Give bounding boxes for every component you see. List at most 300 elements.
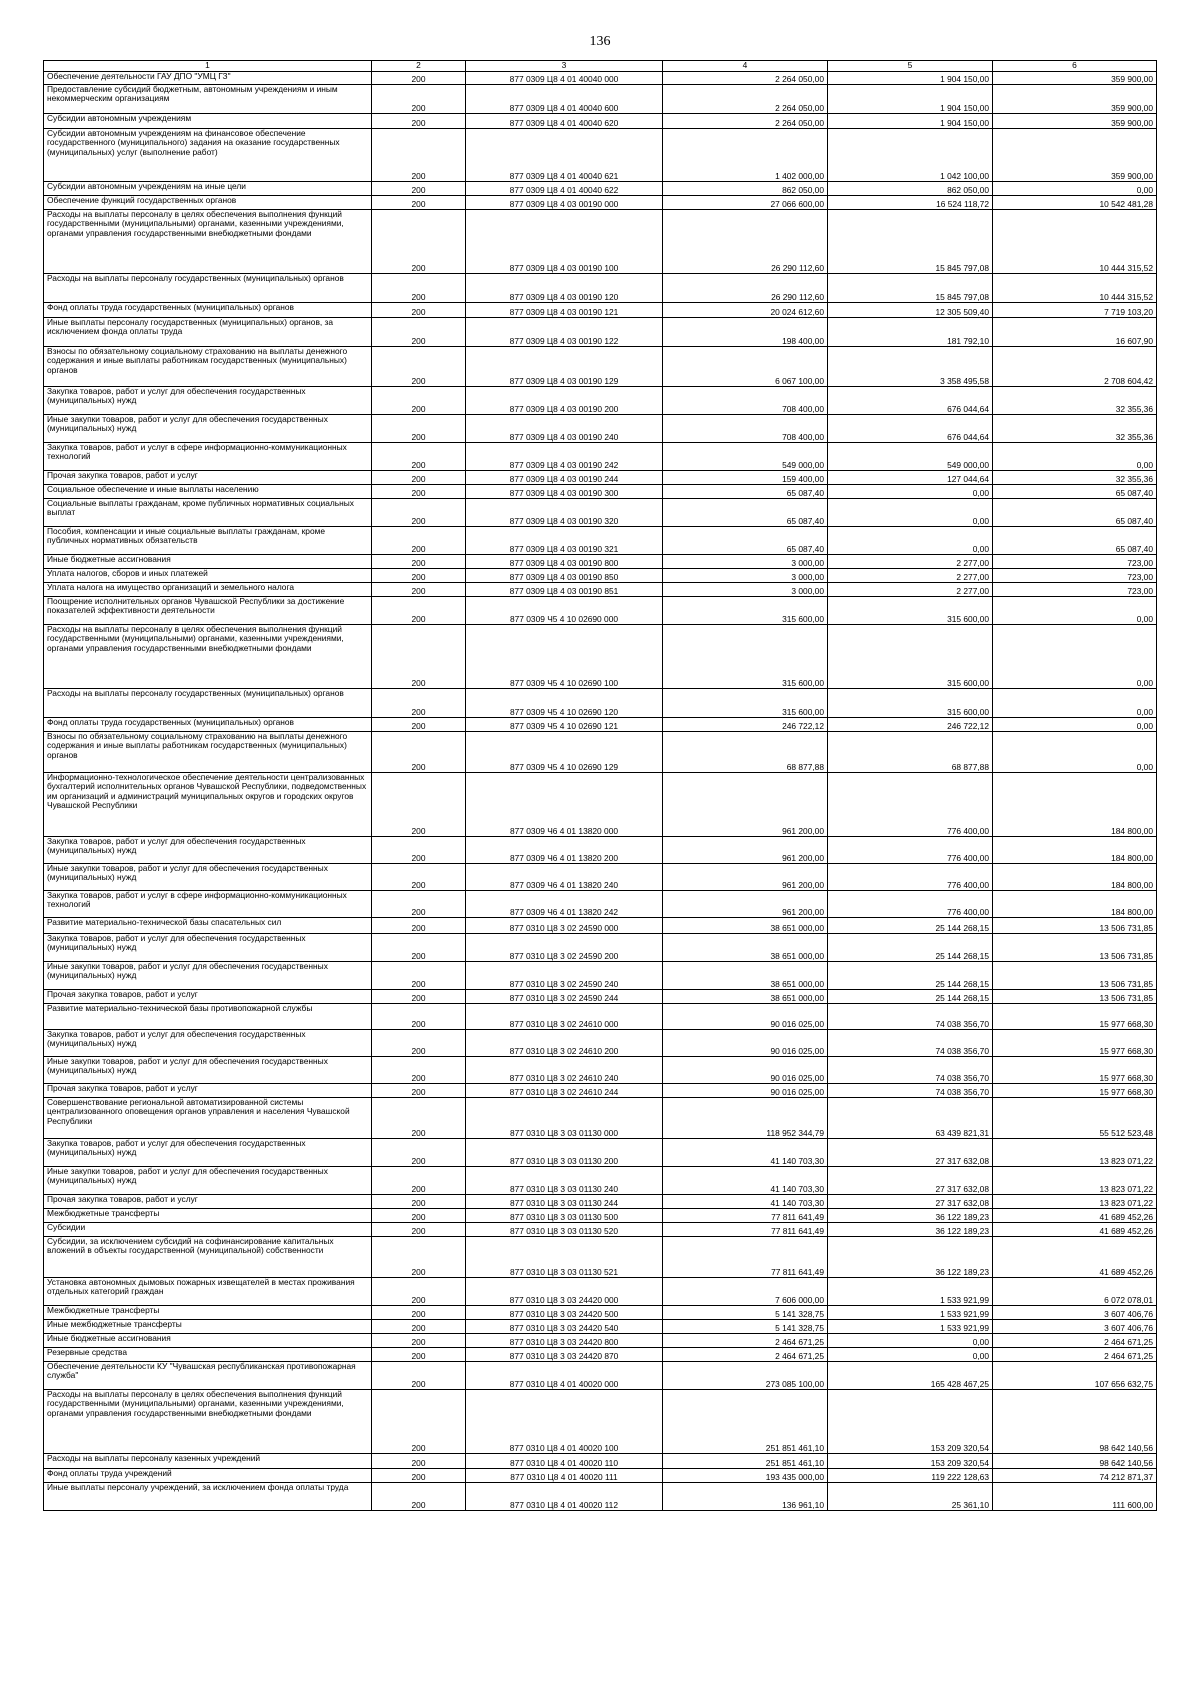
row-value-4: 273 085 100,00 <box>663 1362 828 1390</box>
row-value-6: 359 900,00 <box>993 114 1157 129</box>
row-value-5: 1 904 150,00 <box>828 114 993 129</box>
row-budget-code: 877 0309 Ч6 4 01 13820 240 <box>466 864 663 891</box>
row-admin-code: 200 <box>372 318 466 347</box>
row-name: Расходы на выплаты персоналу в целях обеспечения выполнения функций государственными (муниципальными) органами, казенными учреждениями, органами управления государственными внебюджетными фондами <box>44 210 372 274</box>
row-value-6: 65 087,40 <box>993 527 1157 555</box>
row-value-5: 63 439 821,31 <box>828 1098 993 1139</box>
row-value-5: 776 400,00 <box>828 891 993 918</box>
row-name: Развитие материально-технической базы спасательных сил <box>44 918 372 934</box>
row-value-5: 25 144 268,15 <box>828 990 993 1004</box>
row-value-5: 315 600,00 <box>828 625 993 689</box>
row-budget-code: 877 0309 Ч5 4 10 02690 121 <box>466 718 663 732</box>
row-value-5: 2 277,00 <box>828 583 993 597</box>
table-row <box>44 85 1157 114</box>
table-row <box>44 182 1157 196</box>
row-value-4: 77 811 641,49 <box>663 1237 828 1278</box>
row-admin-code: 200 <box>372 837 466 864</box>
row-name: Закупка товаров, работ и услуг в сфере информационно-коммуникационных технологий <box>44 891 372 918</box>
row-admin-code: 200 <box>372 182 466 196</box>
row-name: Субсидии автономным учреждениям на финансовое обеспечение государственного (муниципального) задания на оказание государственных (муниципальных) услуг (выполнение работ) <box>44 129 372 182</box>
table-row <box>44 1390 1157 1454</box>
table-row <box>44 415 1157 443</box>
row-name: Расходы на выплаты персоналу в целях обеспечения выполнения функций государственными (муниципальными) органами, казенными учреждениями, органами управления государственными внебюджетными фондами <box>44 1390 372 1454</box>
row-value-5: 15 845 797,08 <box>828 210 993 274</box>
row-value-5: 862 050,00 <box>828 182 993 196</box>
table-row <box>44 1237 1157 1278</box>
row-budget-code: 877 0309 Ч5 4 10 02690 000 <box>466 597 663 625</box>
row-admin-code: 200 <box>372 1167 466 1195</box>
table-row <box>44 1469 1157 1483</box>
row-value-5: 776 400,00 <box>828 864 993 891</box>
row-value-6: 65 087,40 <box>993 485 1157 499</box>
row-value-4: 20 024 612,60 <box>663 303 828 318</box>
row-name: Расходы на выплаты персоналу государственных (муниципальных) органов <box>44 689 372 718</box>
row-value-6: 107 656 632,75 <box>993 1362 1157 1390</box>
row-name: Иные закупки товаров, работ и услуг для обеспечения государственных (муниципальных) нужд <box>44 1057 372 1084</box>
row-value-6: 0,00 <box>993 625 1157 689</box>
row-value-4: 27 066 600,00 <box>663 196 828 210</box>
row-value-6: 0,00 <box>993 689 1157 718</box>
row-name: Обеспечение деятельности ГАУ ДПО "УМЦ ГЗ" <box>44 72 372 85</box>
row-value-5: 27 317 632,08 <box>828 1195 993 1209</box>
row-value-5: 0,00 <box>828 1348 993 1362</box>
table-row <box>44 72 1157 85</box>
row-admin-code: 200 <box>372 718 466 732</box>
row-budget-code: 877 0310 Ц8 3 03 01130 240 <box>466 1167 663 1195</box>
row-value-5: 68 877,88 <box>828 732 993 773</box>
row-value-6: 15 977 668,30 <box>993 1030 1157 1057</box>
row-name: Фонд оплаты труда государственных (муниципальных) органов <box>44 718 372 732</box>
row-admin-code: 200 <box>372 689 466 718</box>
row-value-6: 2 464 671,25 <box>993 1348 1157 1362</box>
row-budget-code: 877 0310 Ц8 4 01 40020 000 <box>466 1362 663 1390</box>
table-row <box>44 773 1157 837</box>
row-admin-code: 200 <box>372 1278 466 1306</box>
row-value-4: 3 000,00 <box>663 555 828 569</box>
row-value-4: 90 016 025,00 <box>663 1084 828 1098</box>
table-row <box>44 1195 1157 1209</box>
row-value-5: 0,00 <box>828 499 993 527</box>
row-name: Закупка товаров, работ и услуг для обеспечения государственных (муниципальных) нужд <box>44 837 372 864</box>
row-value-6: 359 900,00 <box>993 129 1157 182</box>
row-value-4: 90 016 025,00 <box>663 1030 828 1057</box>
row-value-5: 549 000,00 <box>828 443 993 471</box>
row-value-6: 15 977 668,30 <box>993 1057 1157 1084</box>
column-header: 6 <box>993 61 1157 72</box>
row-value-4: 2 264 050,00 <box>663 85 828 114</box>
row-value-4: 65 087,40 <box>663 499 828 527</box>
row-budget-code: 877 0310 Ц8 3 02 24610 240 <box>466 1057 663 1084</box>
row-name: Обеспечение деятельности КУ "Чувашская республиканская противопожарная служба" <box>44 1362 372 1390</box>
row-budget-code: 877 0310 Ц8 3 02 24610 000 <box>466 1004 663 1030</box>
row-admin-code: 200 <box>372 1334 466 1348</box>
column-header: 4 <box>663 61 828 72</box>
table-row <box>44 347 1157 387</box>
row-value-4: 38 651 000,00 <box>663 934 828 962</box>
row-value-5: 36 122 189,23 <box>828 1209 993 1223</box>
table-row <box>44 1139 1157 1167</box>
row-name: Взносы по обязательному социальному страхованию на выплаты денежного содержания и иные выплаты работникам государственных (муниципальных) органов <box>44 347 372 387</box>
row-value-6: 41 689 452,26 <box>993 1223 1157 1237</box>
row-value-6: 16 607,90 <box>993 318 1157 347</box>
row-admin-code: 200 <box>372 527 466 555</box>
row-value-6: 32 355,36 <box>993 415 1157 443</box>
row-admin-code: 200 <box>372 569 466 583</box>
row-admin-code: 200 <box>372 773 466 837</box>
row-value-6: 32 355,36 <box>993 471 1157 485</box>
expenditure-table <box>43 60 1157 1511</box>
row-admin-code: 200 <box>372 555 466 569</box>
row-admin-code: 200 <box>372 347 466 387</box>
row-value-4: 2 464 671,25 <box>663 1348 828 1362</box>
row-admin-code: 200 <box>372 1195 466 1209</box>
row-value-5: 153 209 320,54 <box>828 1390 993 1454</box>
row-admin-code: 200 <box>372 443 466 471</box>
row-value-4: 68 877,88 <box>663 732 828 773</box>
row-value-4: 7 606 000,00 <box>663 1278 828 1306</box>
row-admin-code: 200 <box>372 934 466 962</box>
row-value-5: 676 044,64 <box>828 415 993 443</box>
row-value-5: 16 524 118,72 <box>828 196 993 210</box>
row-value-6: 32 355,36 <box>993 387 1157 415</box>
row-value-5: 676 044,64 <box>828 387 993 415</box>
row-name: Иные закупки товаров, работ и услуг для обеспечения государственных (муниципальных) нужд <box>44 962 372 990</box>
table-row <box>44 1030 1157 1057</box>
row-budget-code: 877 0309 Ц8 4 03 00190 121 <box>466 303 663 318</box>
row-name: Расходы на выплаты персоналу казенных учреждений <box>44 1454 372 1469</box>
row-budget-code: 877 0310 Ц8 3 03 24420 800 <box>466 1334 663 1348</box>
row-value-4: 65 087,40 <box>663 527 828 555</box>
column-header: 1 <box>44 61 372 72</box>
row-name: Расходы на выплаты персоналу государственных (муниципальных) органов <box>44 274 372 303</box>
table-row <box>44 114 1157 129</box>
row-budget-code: 877 0310 Ц8 4 01 40020 111 <box>466 1469 663 1483</box>
row-value-4: 862 050,00 <box>663 182 828 196</box>
table-row <box>44 1454 1157 1469</box>
row-budget-code: 877 0309 Ц8 4 03 00190 242 <box>466 443 663 471</box>
row-budget-code: 877 0310 Ц8 4 01 40020 100 <box>466 1390 663 1454</box>
row-value-5: 74 038 356,70 <box>828 1004 993 1030</box>
row-budget-code: 877 0309 Ц8 4 03 00190 800 <box>466 555 663 569</box>
row-name: Уплата налогов, сборов и иных платежей <box>44 569 372 583</box>
row-budget-code: 877 0310 Ц8 3 02 24610 200 <box>466 1030 663 1057</box>
table-row <box>44 1167 1157 1195</box>
row-name: Межбюджетные трансферты <box>44 1209 372 1223</box>
row-admin-code: 200 <box>372 597 466 625</box>
row-value-5: 127 044,64 <box>828 471 993 485</box>
row-value-5: 315 600,00 <box>828 689 993 718</box>
row-name: Субсидии автономным учреждениям <box>44 114 372 129</box>
row-name: Межбюджетные трансферты <box>44 1306 372 1320</box>
row-value-6: 0,00 <box>993 182 1157 196</box>
row-name: Иные выплаты персоналу учреждений, за исключением фонда оплаты труда <box>44 1483 372 1511</box>
row-value-6: 7 719 103,20 <box>993 303 1157 318</box>
row-budget-code: 877 0309 Ц8 4 03 00190 240 <box>466 415 663 443</box>
row-name: Иные закупки товаров, работ и услуг для обеспечения государственных (муниципальных) нужд <box>44 1167 372 1195</box>
row-value-6: 15 977 668,30 <box>993 1004 1157 1030</box>
table-row <box>44 499 1157 527</box>
table-row <box>44 485 1157 499</box>
row-value-5: 27 317 632,08 <box>828 1167 993 1195</box>
row-value-6: 13 506 731,85 <box>993 990 1157 1004</box>
row-value-6: 184 800,00 <box>993 773 1157 837</box>
table-row <box>44 1223 1157 1237</box>
row-value-4: 549 000,00 <box>663 443 828 471</box>
row-admin-code: 200 <box>372 196 466 210</box>
row-budget-code: 877 0310 Ц8 3 02 24610 244 <box>466 1084 663 1098</box>
table-row <box>44 303 1157 318</box>
row-budget-code: 877 0310 Ц8 3 02 24590 240 <box>466 962 663 990</box>
row-name: Закупка товаров, работ и услуг в сфере информационно-коммуникационных технологий <box>44 443 372 471</box>
row-name: Расходы на выплаты персоналу в целях обеспечения выполнения функций государственными (муниципальными) органами, казенными учреждениями, органами управления государственными внебюджетными фондами <box>44 625 372 689</box>
row-admin-code: 200 <box>372 303 466 318</box>
row-admin-code: 200 <box>372 387 466 415</box>
row-budget-code: 877 0310 Ц8 3 03 01130 500 <box>466 1209 663 1223</box>
row-name: Иные выплаты персоналу государственных (муниципальных) органов, за исключением фонда оплаты труда <box>44 318 372 347</box>
row-value-4: 2 264 050,00 <box>663 114 828 129</box>
row-admin-code: 200 <box>372 1209 466 1223</box>
row-value-4: 315 600,00 <box>663 597 828 625</box>
row-value-6: 41 689 452,26 <box>993 1237 1157 1278</box>
row-budget-code: 877 0310 Ц8 4 01 40020 110 <box>466 1454 663 1469</box>
row-value-6: 0,00 <box>993 732 1157 773</box>
table-row <box>44 1348 1157 1362</box>
table-row <box>44 196 1157 210</box>
row-value-4: 1 402 000,00 <box>663 129 828 182</box>
table-row <box>44 689 1157 718</box>
row-value-6: 13 506 731,85 <box>993 918 1157 934</box>
row-admin-code: 200 <box>372 1139 466 1167</box>
row-value-6: 10 444 315,52 <box>993 210 1157 274</box>
row-name: Закупка товаров, работ и услуг для обеспечения государственных (муниципальных) нужд <box>44 1139 372 1167</box>
row-value-5: 25 144 268,15 <box>828 934 993 962</box>
row-budget-code: 877 0309 Ч6 4 01 13820 242 <box>466 891 663 918</box>
row-budget-code: 877 0310 Ц8 3 03 01130 521 <box>466 1237 663 1278</box>
row-value-6: 13 823 071,22 <box>993 1195 1157 1209</box>
row-value-5: 0,00 <box>828 527 993 555</box>
row-budget-code: 877 0310 Ц8 3 03 01130 200 <box>466 1139 663 1167</box>
row-admin-code: 200 <box>372 1390 466 1454</box>
row-budget-code: 877 0309 Ч5 4 10 02690 120 <box>466 689 663 718</box>
row-name: Совершенствование региональной автоматизированной системы централизованного оповещения органов управления и населения Чувашской Республики <box>44 1098 372 1139</box>
row-budget-code: 877 0310 Ц8 3 03 24420 540 <box>466 1320 663 1334</box>
row-admin-code: 200 <box>372 891 466 918</box>
row-admin-code: 200 <box>372 918 466 934</box>
row-budget-code: 877 0309 Ц8 4 03 00190 321 <box>466 527 663 555</box>
row-budget-code: 877 0310 Ц8 3 02 24590 000 <box>466 918 663 934</box>
row-value-5: 1 533 921,99 <box>828 1278 993 1306</box>
table-row <box>44 918 1157 934</box>
row-admin-code: 200 <box>372 583 466 597</box>
row-admin-code: 200 <box>372 274 466 303</box>
row-value-6: 184 800,00 <box>993 891 1157 918</box>
row-value-4: 3 000,00 <box>663 569 828 583</box>
column-header: 5 <box>828 61 993 72</box>
row-value-5: 25 144 268,15 <box>828 918 993 934</box>
row-value-6: 723,00 <box>993 555 1157 569</box>
table-row <box>44 864 1157 891</box>
row-name: Прочая закупка товаров, работ и услуг <box>44 1195 372 1209</box>
row-budget-code: 877 0309 Ч5 4 10 02690 100 <box>466 625 663 689</box>
row-value-4: 3 000,00 <box>663 583 828 597</box>
row-name: Иные закупки товаров, работ и услуг для обеспечения государственных (муниципальных) нужд <box>44 864 372 891</box>
row-value-4: 961 200,00 <box>663 864 828 891</box>
row-admin-code: 200 <box>372 1237 466 1278</box>
table-row <box>44 625 1157 689</box>
row-admin-code: 200 <box>372 210 466 274</box>
row-admin-code: 200 <box>372 1306 466 1320</box>
row-value-4: 315 600,00 <box>663 625 828 689</box>
row-budget-code: 877 0309 Ч5 4 10 02690 129 <box>466 732 663 773</box>
row-budget-code: 877 0309 Ц8 4 01 40040 621 <box>466 129 663 182</box>
row-name: Прочая закупка товаров, работ и услуг <box>44 471 372 485</box>
row-value-4: 961 200,00 <box>663 837 828 864</box>
table-row <box>44 837 1157 864</box>
row-name: Предоставление субсидий бюджетным, автономным учреждениям и иным некоммерческим организациям <box>44 85 372 114</box>
table-row <box>44 129 1157 182</box>
row-name: Закупка товаров, работ и услуг для обеспечения государственных (муниципальных) нужд <box>44 934 372 962</box>
row-value-6: 13 823 071,22 <box>993 1167 1157 1195</box>
table-row <box>44 443 1157 471</box>
row-value-5: 1 904 150,00 <box>828 72 993 85</box>
row-value-5: 1 533 921,99 <box>828 1320 993 1334</box>
row-value-4: 136 961,10 <box>663 1483 828 1511</box>
row-budget-code: 877 0309 Ч6 4 01 13820 000 <box>466 773 663 837</box>
row-value-6: 111 600,00 <box>993 1483 1157 1511</box>
row-name: Закупка товаров, работ и услуг для обеспечения государственных (муниципальных) нужд <box>44 387 372 415</box>
table-row <box>44 1209 1157 1223</box>
row-budget-code: 877 0310 Ц8 3 03 01130 000 <box>466 1098 663 1139</box>
table-row <box>44 597 1157 625</box>
row-value-4: 90 016 025,00 <box>663 1004 828 1030</box>
row-value-5: 27 317 632,08 <box>828 1139 993 1167</box>
row-value-6: 15 977 668,30 <box>993 1084 1157 1098</box>
table-row <box>44 387 1157 415</box>
row-value-6: 0,00 <box>993 597 1157 625</box>
row-value-4: 708 400,00 <box>663 387 828 415</box>
row-name: Иные бюджетные ассигнования <box>44 555 372 569</box>
row-budget-code: 877 0309 Ц8 4 03 00190 320 <box>466 499 663 527</box>
row-budget-code: 877 0309 Ц8 4 01 40040 622 <box>466 182 663 196</box>
row-name: Фонд оплаты труда государственных (муниципальных) органов <box>44 303 372 318</box>
table-row <box>44 732 1157 773</box>
row-value-5: 181 792,10 <box>828 318 993 347</box>
row-value-5: 1 042 100,00 <box>828 129 993 182</box>
row-budget-code: 877 0310 Ц8 3 03 01130 520 <box>466 1223 663 1237</box>
row-value-6: 10 444 315,52 <box>993 274 1157 303</box>
row-value-4: 38 651 000,00 <box>663 918 828 934</box>
row-value-4: 315 600,00 <box>663 689 828 718</box>
row-budget-code: 877 0309 Ц8 4 01 40040 620 <box>466 114 663 129</box>
row-value-5: 165 428 467,25 <box>828 1362 993 1390</box>
row-value-6: 184 800,00 <box>993 837 1157 864</box>
row-value-4: 246 722,12 <box>663 718 828 732</box>
row-admin-code: 200 <box>372 732 466 773</box>
row-admin-code: 200 <box>372 1362 466 1390</box>
row-value-5: 15 845 797,08 <box>828 274 993 303</box>
row-value-5: 0,00 <box>828 485 993 499</box>
row-value-5: 74 038 356,70 <box>828 1057 993 1084</box>
row-admin-code: 200 <box>372 85 466 114</box>
table-row <box>44 1098 1157 1139</box>
row-name: Социальные выплаты гражданам, кроме публичных нормативных социальных выплат <box>44 499 372 527</box>
row-name: Поощрение исполнительных органов Чувашской Республики за достижение показателей эффективности деятельности <box>44 597 372 625</box>
header-row <box>44 61 1157 72</box>
row-value-6: 65 087,40 <box>993 499 1157 527</box>
row-admin-code: 200 <box>372 1030 466 1057</box>
row-name: Субсидии автономным учреждениям на иные цели <box>44 182 372 196</box>
row-budget-code: 877 0309 Ц8 4 01 40040 000 <box>466 72 663 85</box>
row-value-5: 25 144 268,15 <box>828 962 993 990</box>
table-row <box>44 718 1157 732</box>
row-budget-code: 877 0310 Ц8 3 02 24590 244 <box>466 990 663 1004</box>
row-value-4: 2 264 050,00 <box>663 72 828 85</box>
row-name: Иные бюджетные ассигнования <box>44 1334 372 1348</box>
row-value-4: 77 811 641,49 <box>663 1223 828 1237</box>
row-value-6: 359 900,00 <box>993 85 1157 114</box>
row-value-5: 36 122 189,23 <box>828 1223 993 1237</box>
row-value-6: 74 212 871,37 <box>993 1469 1157 1483</box>
row-value-6: 98 642 140,56 <box>993 1390 1157 1454</box>
row-admin-code: 200 <box>372 499 466 527</box>
table-row <box>44 527 1157 555</box>
row-name: Взносы по обязательному социальному страхованию на выплаты денежного содержания и иные выплаты работникам государственных (муниципальных) органов <box>44 732 372 773</box>
row-value-4: 41 140 703,30 <box>663 1195 828 1209</box>
row-value-5: 2 277,00 <box>828 555 993 569</box>
row-budget-code: 877 0309 Ц8 4 03 00190 122 <box>466 318 663 347</box>
row-budget-code: 877 0309 Ц8 4 01 40040 600 <box>466 85 663 114</box>
table-row <box>44 555 1157 569</box>
table-row <box>44 1320 1157 1334</box>
table-row <box>44 318 1157 347</box>
row-value-4: 41 140 703,30 <box>663 1167 828 1195</box>
row-value-6: 10 542 481,28 <box>993 196 1157 210</box>
row-admin-code: 200 <box>372 1469 466 1483</box>
row-name: Пособия, компенсации и иные социальные выплаты гражданам, кроме публичных нормативных обязательств <box>44 527 372 555</box>
row-admin-code: 200 <box>372 1454 466 1469</box>
row-admin-code: 200 <box>372 471 466 485</box>
row-budget-code: 877 0309 Ц8 4 03 00190 244 <box>466 471 663 485</box>
row-name: Иные закупки товаров, работ и услуг для обеспечения государственных (муниципальных) нужд <box>44 415 372 443</box>
row-value-4: 26 290 112,60 <box>663 274 828 303</box>
column-header: 3 <box>466 61 663 72</box>
row-value-6: 723,00 <box>993 569 1157 583</box>
row-budget-code: 877 0310 Ц8 4 01 40020 112 <box>466 1483 663 1511</box>
table-row <box>44 1306 1157 1320</box>
row-name: Прочая закупка товаров, работ и услуг <box>44 1084 372 1098</box>
row-value-4: 38 651 000,00 <box>663 990 828 1004</box>
row-budget-code: 877 0310 Ц8 3 03 24420 000 <box>466 1278 663 1306</box>
row-value-4: 90 016 025,00 <box>663 1057 828 1084</box>
row-value-4: 251 851 461,10 <box>663 1390 828 1454</box>
row-budget-code: 877 0309 Ч6 4 01 13820 200 <box>466 837 663 864</box>
row-value-5: 36 122 189,23 <box>828 1237 993 1278</box>
row-admin-code: 200 <box>372 1004 466 1030</box>
table-row <box>44 1084 1157 1098</box>
row-budget-code: 877 0309 Ц8 4 03 00190 851 <box>466 583 663 597</box>
row-budget-code: 877 0309 Ц8 4 03 00190 120 <box>466 274 663 303</box>
row-value-6: 0,00 <box>993 718 1157 732</box>
row-admin-code: 200 <box>372 1320 466 1334</box>
table-row <box>44 471 1157 485</box>
row-value-6: 0,00 <box>993 443 1157 471</box>
row-value-4: 77 811 641,49 <box>663 1209 828 1223</box>
row-value-4: 198 400,00 <box>663 318 828 347</box>
row-value-4: 961 200,00 <box>663 891 828 918</box>
row-name: Иные межбюджетные трансферты <box>44 1320 372 1334</box>
row-name: Резервные средства <box>44 1348 372 1362</box>
row-value-4: 65 087,40 <box>663 485 828 499</box>
